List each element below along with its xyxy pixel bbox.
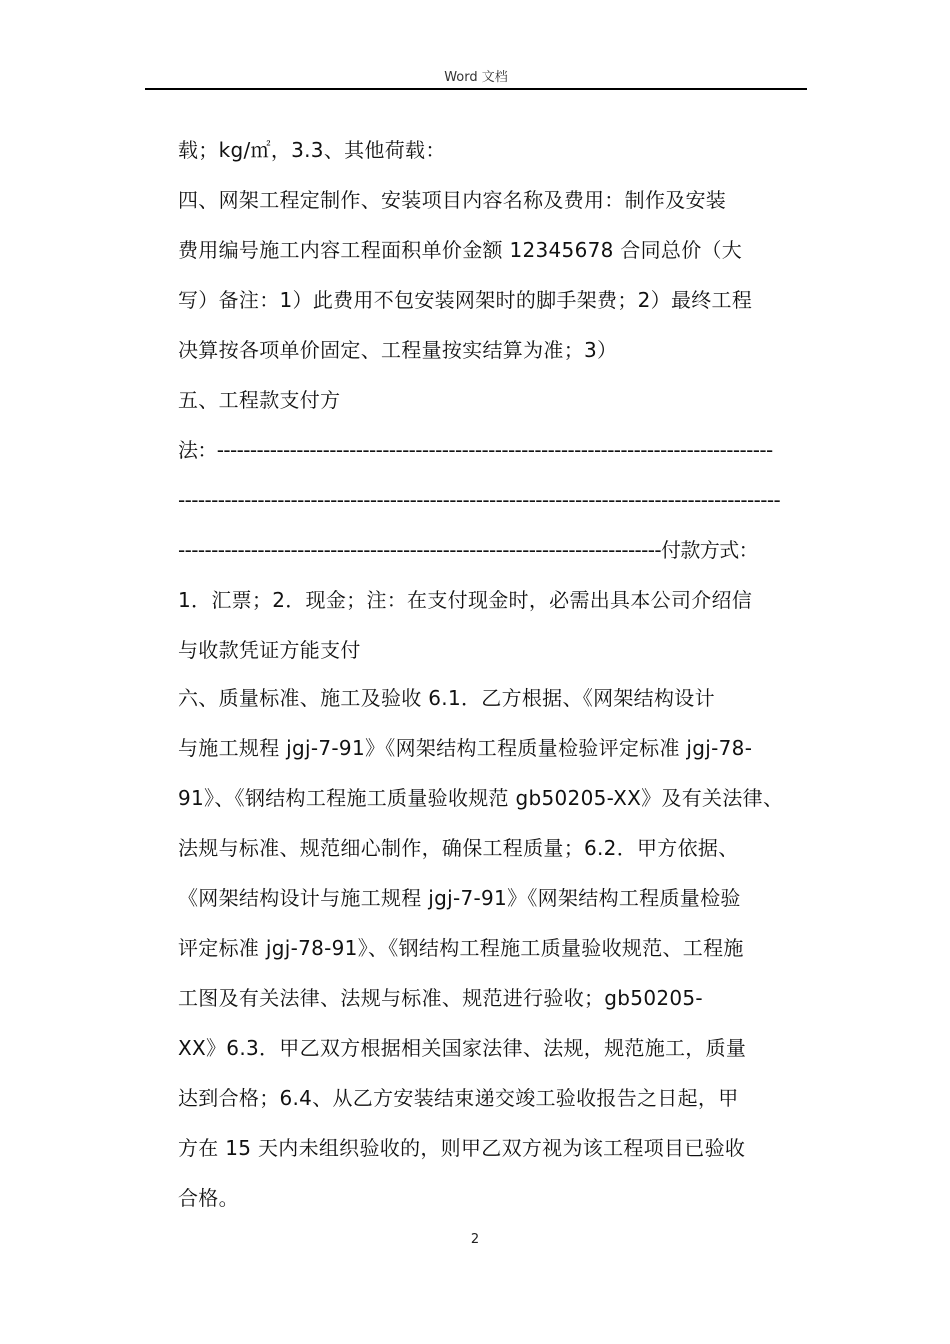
body-line: XX》6.3．甲乙双方根据相关国家法律、法规，规范施工，质量 [178, 1036, 747, 1060]
body-line: 四、网架工程定制作、安装项目内容名称及费用：制作及安装 [178, 188, 727, 212]
body-line: 法规与标准、规范细心制作，确保工程质量；6.2．甲方依据、 [178, 836, 739, 860]
body-line: 1．汇票；2．现金；注：在支付现金时，必需出具本公司介绍信 [178, 588, 753, 612]
body-line: 六、质量标准、施工及验收 6.1．乙方根据、《网架结构设计 [178, 686, 715, 710]
body-line: ------------------------------------------------------------------------------------------- [178, 488, 781, 512]
body-line: 与收款凭证方能支付 [178, 638, 361, 662]
body-line: 法：------------------------------------------------------------------------------------ [178, 438, 773, 462]
page-number: 2 [470, 1232, 480, 1247]
page-header: Word 文档 [444, 70, 508, 85]
body-line: 评定标准 jgj-78-91》、《钢结构工程施工质量验收规范、工程施 [178, 936, 744, 960]
body-line: 五、工程款支付方 [178, 388, 341, 412]
body-line: 达到合格；6.4、从乙方安装结束递交竣工验收报告之日起，甲 [178, 1086, 739, 1110]
body-line: 方在 15 天内未组织验收的，则甲乙双方视为该工程项目已验收 [178, 1136, 746, 1160]
body-line: 《网架结构设计与施工规程 jgj-7-91》《网架结构工程质量检验 [178, 886, 741, 910]
body-line: 工图及有关法律、法规与标准、规范进行验收；gb50205- [178, 986, 703, 1010]
body-line: 费用编号施工内容工程面积单价金额 12345678 合同总价（大 [178, 238, 743, 262]
body-line: 91》、《钢结构工程施工质量验收规范 gb50205-XX》及有关法律、 [178, 786, 784, 810]
body-line: 载；kg/㎡，3.3、其他荷载： [178, 138, 446, 162]
body-line: 决算按各项单价固定、工程量按实结算为准；3） [178, 338, 618, 362]
header-divider [145, 88, 807, 90]
body-line: 与施工规程 jgj-7-91》《网架结构工程质量检验评定标准 jgj-78- [178, 736, 753, 760]
body-line: 写）备注：1）此费用不包安装网架时的脚手架费；2）最终工程 [178, 288, 753, 312]
body-line: -------------------------------------------------------------------------付款方式： [178, 538, 759, 562]
body-line: 合格。 [178, 1186, 239, 1210]
